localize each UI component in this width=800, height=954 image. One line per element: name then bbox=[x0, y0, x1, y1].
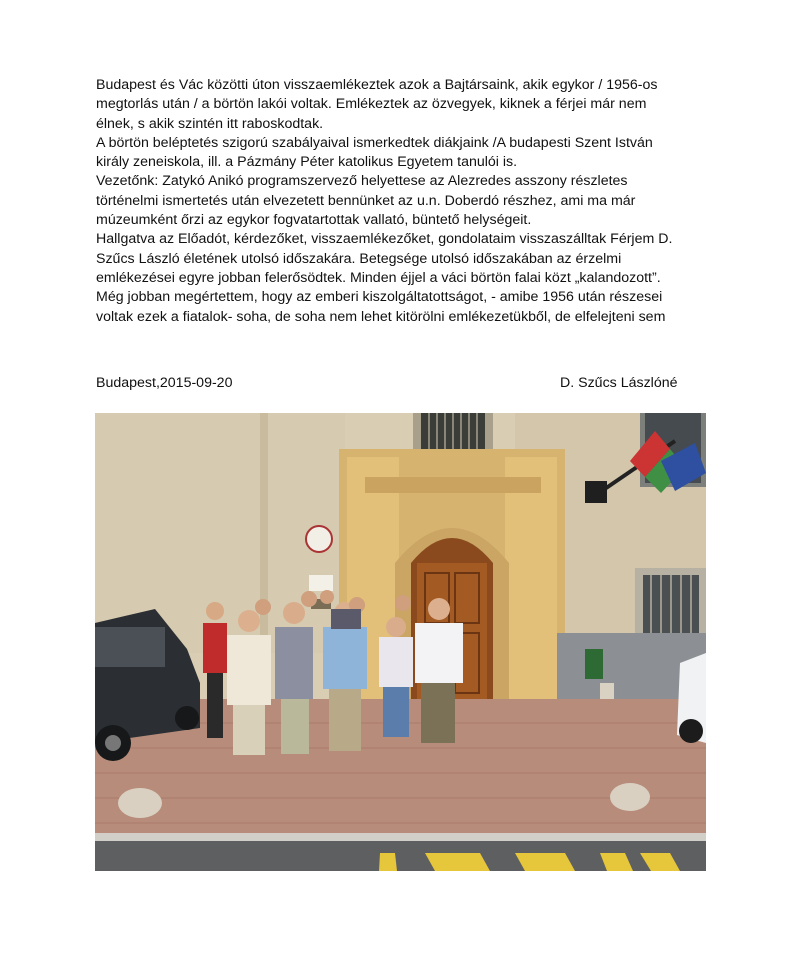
group-photo bbox=[95, 413, 706, 871]
text-line: élnek, s akik szintén itt raboskodtak. bbox=[96, 115, 324, 132]
text-line: király zeneiskola, ill. a Pázmány Péter katolikus Egyetem tanulói is. bbox=[96, 154, 518, 171]
text-line: múzeumként őrzi az egykor fogvatartottak vallató, büntető helységeit. bbox=[96, 212, 532, 229]
signature-date: Budapest,2015-09-20 bbox=[96, 375, 233, 391]
text-line: A börtön beléptetés szigorú szabályaival ismerkedtek diákjaink /A budapesti Szent István bbox=[96, 134, 653, 151]
text-line: Budapest és Vác közötti úton visszaemlékeztek azok a Bajtársaink, akik egykor / 1956-os bbox=[96, 77, 658, 93]
text-line: Még jobban megértettem, hogy az emberi kiszolgáltatottságot, - amibe 1956 után részesei bbox=[96, 289, 663, 306]
text-line: megtorlás után / a börtön lakói voltak. Emlékeztek az özvegyek, kiknek a férjei már nem bbox=[96, 96, 647, 113]
body-text bbox=[96, 76, 716, 327]
text-line: Vezetőnk: Zatykó Anikó programszervező helyettese az Alezredes asszony részletes bbox=[96, 173, 628, 190]
text-line: Hallgatva az Előadót, kérdezőket, visszaemlékezőket, gondolataim visszaszálltak Férjem D. bbox=[96, 231, 673, 248]
text-line: emlékezései egyre jobban felerősödtek. Minden éjjel a váci börtön falai közt „kalandozott”. bbox=[96, 269, 661, 286]
signature-author: D. Szűcs Lászlóné bbox=[560, 375, 678, 391]
text-line: történelmi ismertetés után elvezetett bennünket az u.n. Doberdó részhez, ami ma már bbox=[96, 192, 636, 209]
text-line: Szűcs László életének utolsó időszakára. Betegsége utolsó időszakában az érzelmi bbox=[96, 250, 622, 267]
text-line: voltak ezek a fiatalok- soha, de soha nem lehet kitörölni emlékezetükből, de elfelejteni sem bbox=[96, 308, 666, 325]
